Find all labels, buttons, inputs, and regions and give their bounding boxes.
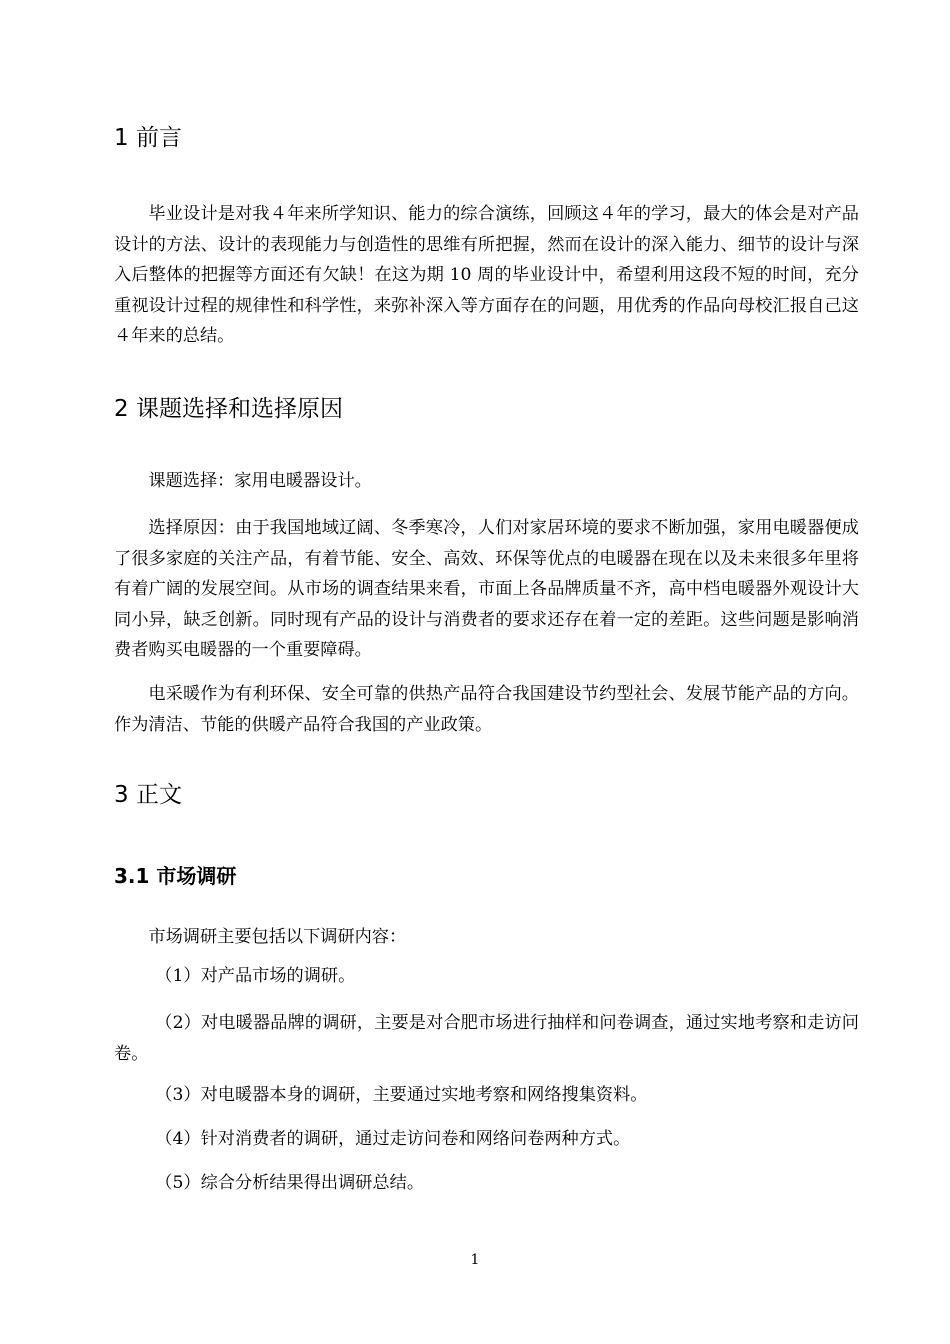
page-number: 1 xyxy=(470,1252,480,1268)
topic-selection-line: 课题选择：家用电暖器设计。 xyxy=(148,471,372,491)
selection-reason-paragraph: 选择原因：由于我国地域辽阔、冬季寒冷，人们对家居环境的要求不断加强，家用电暖器便成了很多家庭的关注产品，有着节能、安全、高效、环保等优点的电暖器在现在以及未来很多年里将有着广阔的发展空间。从市场的调查结果来看，市面上各品牌质量不齐，高中档电暖器外观设计大同小异，缺乏创新。同时现有产品的设计与消费者的要求还存在着一定的差距。这些问题是影响消费者购买电暖器的一个重要障碍。 xyxy=(114,518,859,661)
market-research-intro: 市场调研主要包括以下调研内容： xyxy=(148,927,407,947)
research-item-2: （2）对电暖器品牌的调研，主要是对合肥市场进行抽样和问卷调查，通过实地考察和走访问卷。 xyxy=(114,1013,859,1064)
electric-heating-paragraph: 电采暖作为有利环保、安全可靠的供热产品符合我国建设节约型社会、发展节能产品的方向。作为清洁、节能的供暖产品符合我国的产业政策。 xyxy=(114,684,859,735)
research-item-4: （4）针对消费者的调研，通过走访问卷和网络问卷两种方式。 xyxy=(155,1129,631,1149)
research-item-1: （1）对产品市场的调研。 xyxy=(155,966,356,986)
section-heading-main-text: 3 正文 xyxy=(114,782,182,808)
section-heading-topic: 2 课题选择和选择原因 xyxy=(114,396,343,422)
research-item-3: （3）对电暖器本身的调研，主要通过实地考察和网络搜集资料。 xyxy=(155,1085,648,1105)
research-item-5: （5）综合分析结果得出调研总结。 xyxy=(155,1173,425,1193)
preface-paragraph: 毕业设计是对我４年来所学知识、能力的综合演练，回顾这４年的学习，最大的体会是对产品设计的方法、设计的表现能力与创造性的思维有所把握，然而在设计的深入能力、细节的设计与深入后整体的把握等方面还有欠缺！在这为期 10 周的毕业设计中，希望利用这段不短的时间，充分重视设计过程的规律性和科学性，来弥补深入等方面存在的问题，用优秀的作品向母校汇报自己这４年来的总结。 xyxy=(114,204,859,347)
subsection-heading-market-research: 3.1 市场调研 xyxy=(114,864,237,888)
section-heading-preface: 1 前言 xyxy=(114,125,182,151)
